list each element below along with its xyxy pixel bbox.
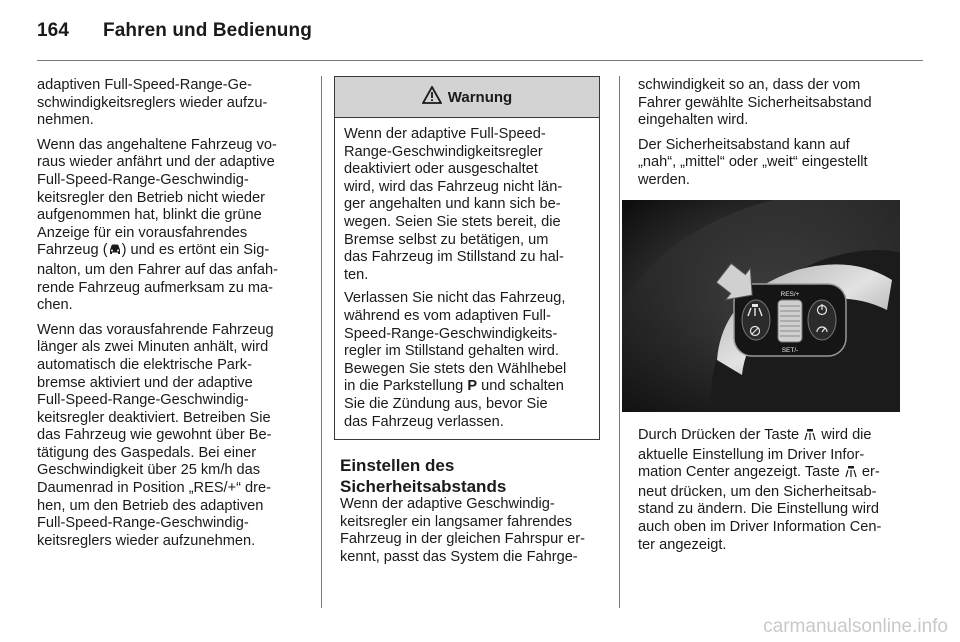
page-number: 164: [37, 20, 70, 41]
header-rule: [37, 60, 923, 61]
res-label: RES/+: [780, 291, 800, 298]
gap-button-icon: [844, 465, 858, 484]
page-header: [37, 20, 312, 42]
section-heading: Einstellen des Sicherheitsabstands: [340, 456, 507, 496]
paragraph: Wenn das vorausfahrende Fahrzeug länger als zwei Minuten anhält, wird automatisch die elektrische Park- bremse aktiviert und der adaptive Full-Speed-Range-Geschwindig- keitsregler deaktiviert. Betreiben Sie das Fahrzeug wie gewohnt über Be- tätigung des Gaspedals. Bei einer Geschwindigkeit über 25 km/h das Daumenrad in Position „RES/+“ dre- hen, um den Betrieb des adaptiven Full-Speed-Range-Geschwindig- keitsreglers wieder aufzunehmen.: [37, 321, 274, 549]
warning-title: Warnung: [447, 88, 513, 106]
left-column: [37, 77, 305, 557]
page-title: Fahren und Bedienung: [103, 20, 312, 41]
section-body: Wenn der adaptive Geschwindig- keitsregler ein langsamer fahrendes Fahrzeug in der gleichen Fahrspur er- kennt, passt das System die Fahrge-: [340, 496, 585, 565]
steering-wheel-photo: [622, 200, 900, 412]
set-label: SET/-: [781, 347, 799, 354]
warning-header: [335, 77, 599, 118]
warning-box: [334, 76, 600, 440]
column-divider-right: [619, 76, 620, 608]
column-divider-left: [321, 76, 322, 608]
warning-body: [335, 118, 599, 431]
right-column: [638, 77, 908, 197]
paragraph: adaptiven Full-Speed-Range-Ge- schwindigkeitsreglers wieder aufzu- nehmen.: [37, 77, 268, 129]
warning-paragraph: Wenn der adaptive Full-Speed- Range-Geschwindigkeitsregler deaktiviert oder ausgeschaltet wird, wird das Fahrzeug nicht län- ger angehalten und kann sich be- wegen. Seien Sie stets bereit, die Bremse selbst zu betätigen, um das Fahrzeug im Stillstand zu hal- ten.: [344, 126, 564, 283]
gap-button-icon: [803, 428, 817, 447]
right-column-lower: [638, 427, 910, 561]
vehicle-ahead-icon: [108, 243, 122, 262]
paragraph: Der Sicherheitsabstand kann auf „nah“, „mittel“ oder „weit“ eingestellt werden.: [638, 136, 868, 188]
watermark: carmanualsonline.info: [763, 616, 948, 637]
paragraph: Durch Drücken der Taste wird die aktuelle Einstellung im Driver Infor- mation Center angezeigt. Taste er- neut drücken, um den Sicherheitsab- stand zu ändern. Die Einstellung wird auch oben im Driver Information Cen- ter angezeigt.: [638, 427, 882, 553]
park-position-letter: P: [467, 378, 478, 395]
paragraph: Wenn das angehaltene Fahrzeug vo- raus wieder anfährt und der adaptive Full-Speed-Range-Geschwindig- keitsregler den Betrieb nicht wieder aufgenommen hat, blinkt die grüne Anzeige für ein vorausfahrendes Fahrzeug ( ) und es ertönt ein Sig- nalton, um den Fahrer auf das anfah- rende Fahrzeug aufmerksam zu ma- chen.: [37, 136, 278, 314]
warning-paragraph: Verlassen Sie nicht das Fahrzeug, während es vom adaptiven Full- Speed-Range-Geschwindigkeits- regler im Stillstand gehalten wird. Bewegen Sie stets den Wählhebel in die Parkstellung P und schalten Sie die Zündung aus, bevor Sie das Fahrzeug verlassen.: [344, 290, 567, 430]
paragraph: schwindigkeit so an, dass der vom Fahrer gewählte Sicherheitsabstand eingehalten wird.: [638, 77, 872, 129]
warning-triangle-icon: [422, 86, 442, 108]
